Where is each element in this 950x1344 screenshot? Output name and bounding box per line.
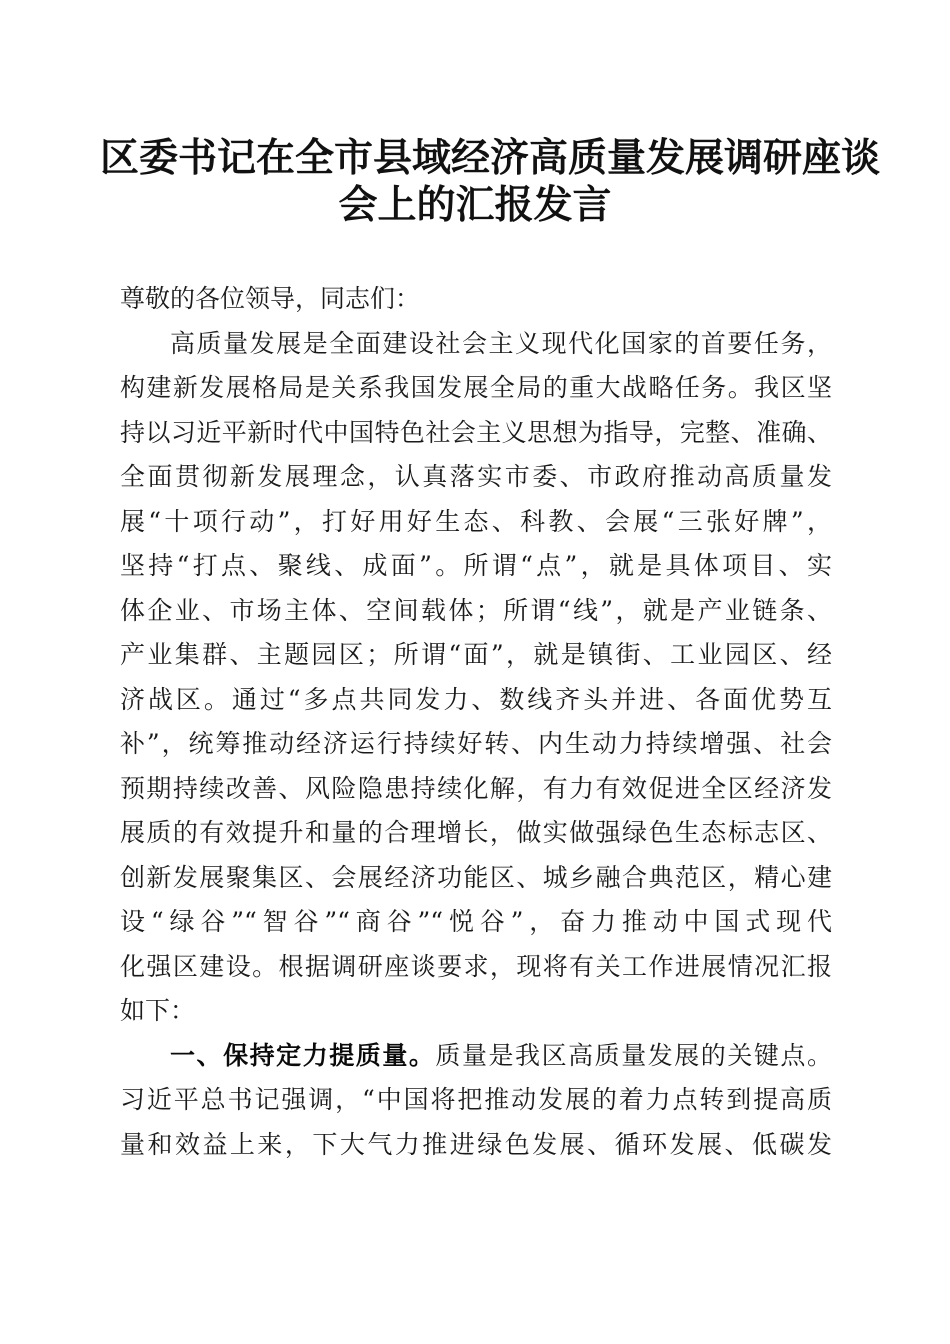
- paragraph-line: 预期持续改善、风险隐患持续化解，有力有效促进全区经济发: [120, 774, 832, 803]
- section-1-first-line: [170, 1043, 832, 1068]
- paragraph-line: 补”，统筹推动经济运行持续好转、内生动力持续增强、社会: [120, 729, 832, 758]
- paragraph-line: 展“十项行动”，打好用好生态、科教、会展“三张好牌”，: [120, 507, 832, 536]
- paragraph-line: 高质量发展是全面建设社会主义现代化国家的首要任务，: [170, 329, 832, 358]
- document-title-line-1: 区委书记在全市县域经济高质量发展调研座谈: [100, 135, 881, 181]
- document-title-line-2: 会上的汇报发言: [338, 182, 612, 228]
- paragraph-line: 习近平总书记强调，“中国将把推动发展的着力点转到提高质: [120, 1085, 832, 1114]
- paragraph-line: 量和效益上来，下大气力推进绿色发展、循环发展、低碳发: [120, 1130, 832, 1159]
- paragraph-line: 如下：: [120, 996, 196, 1025]
- paragraph-line: 坚持“打点、聚线、成面”。所谓“点”，就是具体项目、实: [120, 551, 832, 580]
- paragraph-line: 持以习近平新时代中国特色社会主义思想为指导，完整、准确、: [120, 418, 832, 447]
- paragraph-line: 创新发展聚集区、会展经济功能区、城乡融合典范区，精心建: [120, 863, 832, 892]
- paragraph-line: 全面贯彻新发展理念，认真落实市委、市政府推动高质量发: [120, 462, 832, 491]
- paragraph-line: 展质的有效提升和量的合理增长，做实做强绿色生态标志区、: [120, 818, 832, 847]
- section-1-heading: 一、保持定力提质量。: [170, 1041, 436, 1070]
- paragraph-line: 济战区。通过“多点共同发力、数线齐头并进、各面优势互: [120, 685, 832, 714]
- section-1-first-line-text: 质量是我区高质量发展的关键点。: [435, 1041, 832, 1070]
- paragraph-line: 设“绿谷”“智谷”“商谷”“悦谷”，奋力推动中国式现代: [120, 907, 832, 936]
- paragraph-line: 构建新发展格局是关系我国发展全局的重大战略任务。我区坚: [120, 373, 832, 402]
- paragraph-line: 化强区建设。根据调研座谈要求，现将有关工作进展情况汇报: [120, 952, 832, 981]
- paragraph-line: 产业集群、主题园区；所谓“面”，就是镇街、工业园区、经: [120, 640, 832, 669]
- salutation: 尊敬的各位领导，同志们：: [120, 284, 421, 313]
- paragraph-line: 体企业、市场主体、空间载体；所谓“线”，就是产业链条、: [120, 596, 832, 625]
